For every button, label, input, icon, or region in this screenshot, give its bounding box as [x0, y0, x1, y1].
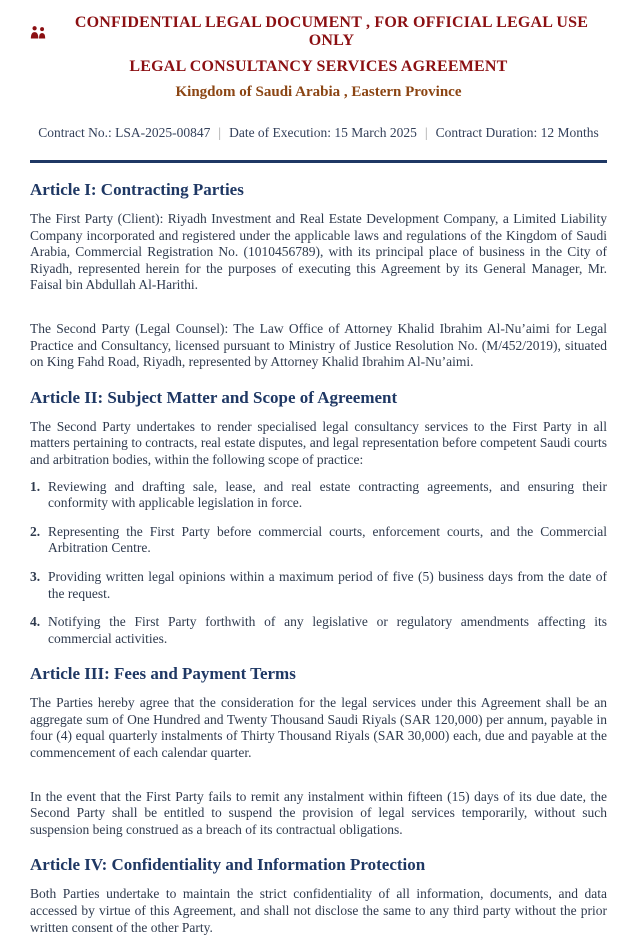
list-item	[30, 614, 607, 647]
meta-separator: |	[218, 125, 222, 140]
list-item-text: Notifying the First Party forthwith of any legislative or regulatory amendments affecting its commercial activities.	[48, 614, 607, 646]
list-item-text: Reviewing and drafting sale, lease, and real estate contracting agreements, and ensuring their conformity with applicable legislation in force.	[48, 478, 607, 511]
article-3-paragraph-2: In the event that the First Party fails to remit any instalment within fifteen (15) days of its due date, the Second Party shall be entitled to suspend the provision of legal services temporarily, without such suspension being construed as a breach of its contractual obligations.	[30, 788, 607, 837]
article-2-section	[30, 388, 607, 648]
jurisdiction-subtitle: Kingdom of Saudi Arabia , Eastern Province	[175, 84, 462, 100]
document-header	[30, 14, 607, 101]
list-item	[30, 479, 607, 512]
article-3-title: Article III: Fees and Payment Terms	[30, 664, 296, 684]
article-4-title: Article IV: Confidentiality and Information Protection	[30, 855, 426, 875]
article-4-section	[30, 855, 607, 936]
article-1-paragraph-2: The Second Party (Legal Counsel): The Law Office of Attorney Khalid Ibrahim Al-Nu’aimi for Legal Practice and Consultancy, licensed pursuant to Ministry of Justice Resolution No. (M/452/2019), situated on King Fahd Road, Riyadh, represented by Attorney Khalid Ibrahim Al-Nu’aimi.	[30, 320, 607, 370]
list-item	[30, 524, 607, 557]
scope-of-practice-list	[30, 479, 607, 648]
contract-number: Contract No.: LSA-2025-00847	[38, 125, 211, 140]
contract-duration: Contract Duration: 12 Months	[435, 125, 599, 140]
list-item-number: 1.	[30, 478, 41, 494]
confidential-banner	[30, 14, 607, 50]
list-item-number: 2.	[30, 523, 41, 539]
confidential-banner-text: CONFIDENTIAL LEGAL DOCUMENT , FOR OFFICIAL LEGAL USE ONLY	[74, 14, 589, 49]
article-1-section	[30, 180, 607, 371]
busts-confidential-icon	[30, 25, 47, 39]
execution-date: Date of Execution: 15 March 2025	[229, 125, 417, 140]
meta-separator: |	[424, 125, 428, 140]
contract-meta-row	[30, 125, 607, 141]
header-divider-rule	[30, 160, 607, 163]
list-item-number: 3.	[30, 568, 41, 584]
article-2-title: Article II: Subject Matter and Scope of Agreement	[30, 387, 398, 407]
article-3-paragraph-1: The Parties hereby agree that the consideration for the legal services under this Agreement shall be an aggregate sum of One Hundred and Twenty Thousand Saudi Riyals (SAR 120,000) per annum, payable in four (4) equal quarterly instalments of Thirty Thousand Riyals (SAR 30,000) each, due and payable at the commencement of each calendar quarter.	[30, 695, 607, 761]
article-1-title: Article I: Contracting Parties	[30, 180, 244, 199]
list-item-text: Providing written legal opinions within a maximum period of five (5) business days from the date of the request.	[48, 568, 607, 601]
list-item-number: 4.	[30, 614, 41, 630]
article-2-intro-paragraph: The Second Party undertakes to render specialised legal consultancy services to the First Party in all matters pertaining to contracts, real estate disputes, and legal representation before competent Saudi courts and arbitration bodies, within the following scope of practice:	[30, 418, 607, 467]
document-title: LEGAL CONSULTANCY SERVICES AGREEMENT	[129, 58, 508, 75]
list-item-text: Representing the First Party before commercial courts, enforcement courts, and the Commercial Arbitration Centre.	[48, 523, 607, 556]
article-1-paragraph-1: The First Party (Client): Riyadh Investment and Real Estate Development Company, a Limited Liability Company incorporated and registered under the applicable laws and regulations of the Kingdom of Saudi Arabia, Commercial Registration No. (1010456789), with its principal place of business in the City of Riyadh, represented herein for the purposes of executing this Agreement by its General Manager, Mr. Faisal bin Abdullah Al-Harithi.	[30, 211, 607, 293]
article-3-section	[30, 664, 607, 838]
list-item	[30, 569, 607, 602]
article-4-paragraph-1: Both Parties undertake to maintain the strict confidentiality of all information, documents, and data accessed by virtue of this Agreement, and shall not disclose the same to any third party without the prior written consent of the other Party.	[30, 886, 607, 935]
